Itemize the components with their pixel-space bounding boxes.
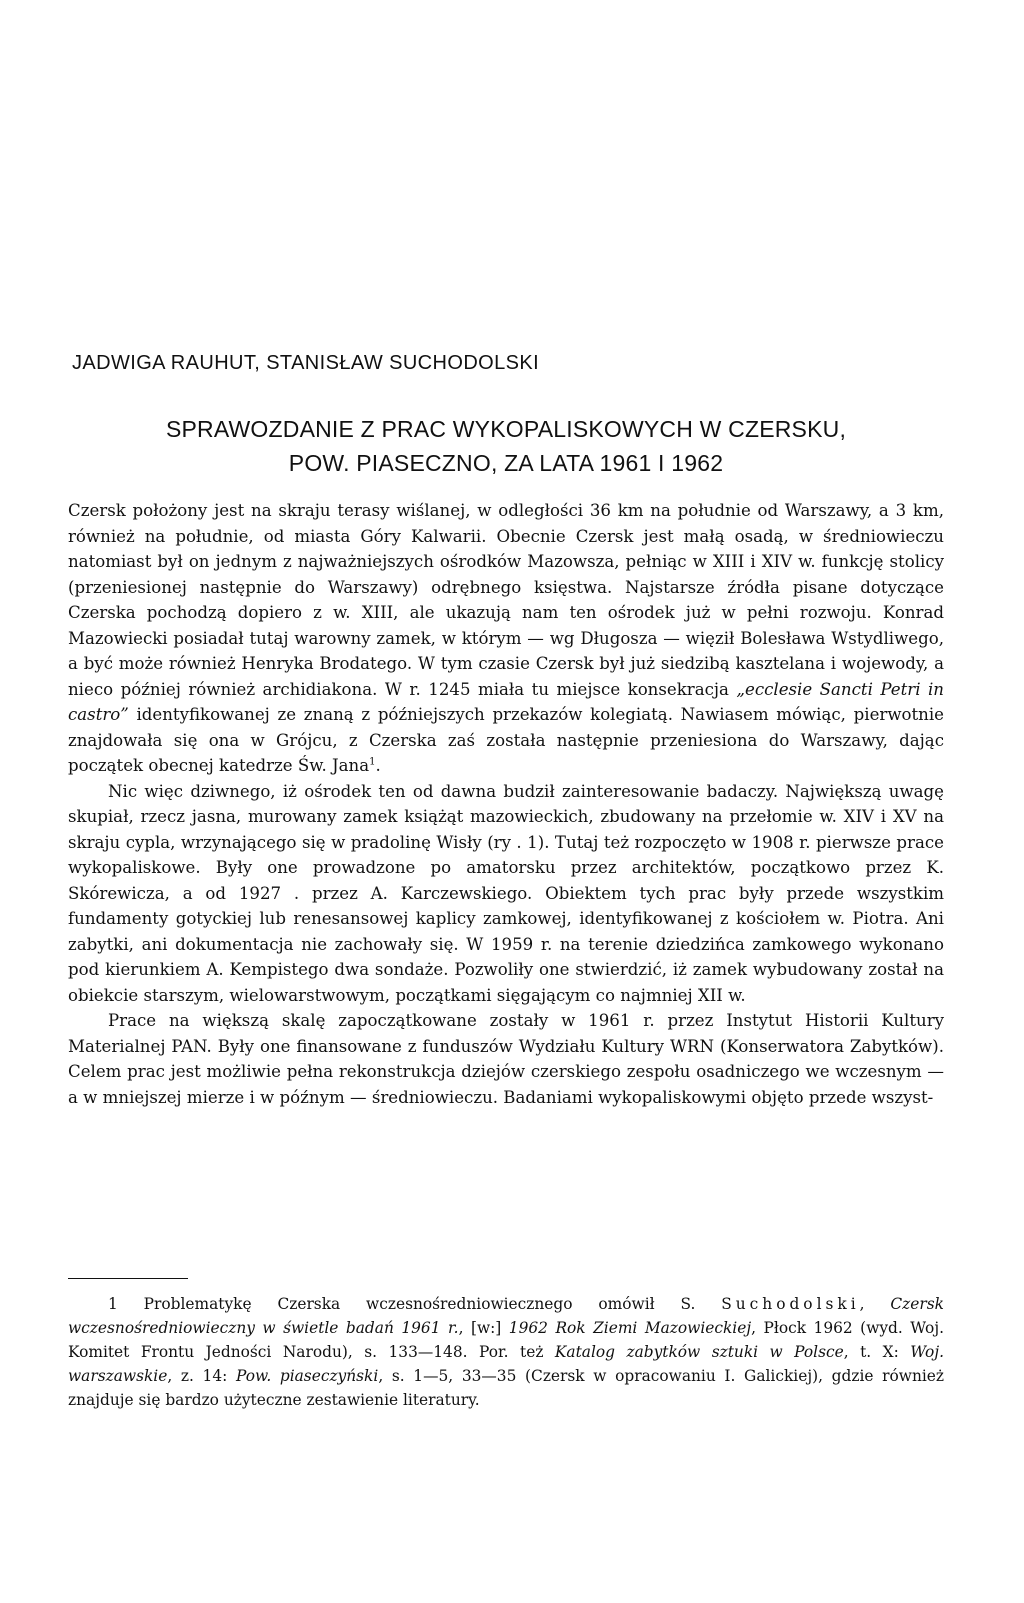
article-title-line-2: POW. PIASECZNO, ZA LATA 1961 I 1962 (288, 450, 724, 476)
article-title (68, 412, 944, 480)
footnote-text: , [w:] (458, 1319, 509, 1337)
paragraph-1-text-continued: identyfikowanej ze znaną z późniejszych przekazów kolegiatą. Nawiasem mówiąc, pierwotnie znajdowała się ona w Grójcu, z Czerska zaś została następnie przeniesiona do Warszawy, dając początek obecnej katedrze Św. Jana (68, 705, 944, 775)
footnote-cited-title: Czersk wczesnośredniowieczny w świetle badań 1961 r. (68, 1295, 944, 1337)
footnote-author: Suchodolski (721, 1295, 860, 1313)
paragraph-1-latin-quote: „ecclesie Sancti Petri in castro” (68, 679, 944, 724)
footnote (68, 1292, 944, 1412)
footnote-text: , t. X: (843, 1343, 911, 1361)
footnote-cited-title: Pow. piaseczyński (235, 1367, 379, 1385)
paragraph-2: Nic więc dziwnego, iż ośrodek ten od dawna budził zainteresowanie badaczy. Największą uwagę skupiał, rzecz jasna, murowany zamek książąt mazowieckich, zbudowany na przełomie w. XIV i XV na skraju cypla, wrzynającego się w pradolinę Wisły (ry . 1). Tutaj też rozpoczęto w 1908 r. pierwsze prace wykopaliskowe. Były one prowadzone po amatorsku przez architektów, początkowo przez K. Skórewicza, a od 1927 . przez A. Karczewskiego. Obiektem tych prac były przede wszystkim fundamenty gotyckiej lub renesansowej kaplicy zamkowej, identyfikowanej z kościołem w. Piotra. Ani zabytki, ani dokumentacja nie zachowały się. W 1959 r. na terenie dziedzińca zamkowego wykonano pod kierunkiem A. Kempistego dwa sondaże. Pozwoliły one stwierdzić, iż zamek wybudowany został na obiekcie starszym, wielowarstwowym, początkami sięgającym co najmniej XII w. (68, 781, 944, 1005)
paragraph-1-end: . (375, 756, 381, 775)
footnote-separator (68, 1278, 188, 1279)
footnote-text: , Płock 1962 (wyd. Woj. Komitet Frontu Jedności Narodu), s. 133—148. Por. też (68, 1319, 944, 1361)
article-title-line-1: SPRAWOZDANIE Z PRAC WYKOPALISKOWYCH W CZERSKU, (165, 416, 847, 442)
footnote-reference: 1 (369, 756, 376, 768)
footnote-text: Problematykę Czerska wczesnośredniowiecznego omówił S. (117, 1295, 722, 1313)
paragraph-1 (68, 498, 944, 779)
footnote-text: , (859, 1295, 891, 1313)
paragraph-3: Prace na większą skalę zapoczątkowane zostały w 1961 r. przez Instytut Historii Kultury Materialnej PAN. Były one finansowane z funduszów Wydziału Kultury WRN (Konserwatora Zabytków). Celem prac jest możliwie pełna rekonstrukcja dziejów czerskiego zespołu osadniczego we wczesnym — a w mniejszej mierze i w późnym — średniowieczu. Badaniami wykopaliskowymi objęto przede wszyst- (68, 1011, 944, 1107)
paragraph-1-text: Czersk położony jest na skraju terasy wiślanej, w odległości 36 km na południe od Warszawy, a 3 km, również na południe, od miasta Góry Kalwarii. Obecnie Czersk jest małą osadą, w średniowieczu natomiast był on jednym z najważniejszych ośrodków Mazowsza, pełniąc w XIII i XIV w. funkcję stolicy (przeniesionej następnie do Warszawy) odrębnego księstwa. Najstarsze źródła pisane dotyczące Czerska pochodzą dopiero z w. XIII, ale ukazują nam ten ośrodek już w pełni rozwoju. Konrad Mazowiecki posiadał tutaj warowny zamek, w którym — wg Długosza — więził Bolesława Wstydliwego, a być może również Henryka Brodatego. W tym czasie Czersk był już siedzibą kasztelana i wojewody, a nieco później również archidiakona. W r. 1245 miała tu miejsce konsekracja (68, 501, 944, 699)
footnote-cited-title: 1962 Rok Ziemi Mazowieckiej (508, 1319, 752, 1337)
article-authors: JADWIGA RAUHUT, STANISŁAW SUCHODOLSKI (72, 352, 540, 374)
footnote-marker: 1 (108, 1295, 118, 1313)
footnote-cited-title: Woj. warszawskie (68, 1343, 944, 1385)
footnote-text: , z. 14: (167, 1367, 236, 1385)
footnote-text: , s. 1—5, 33—35 (Czersk w opracowaniu I. Galickiej), gdzie również znajduje się bardzo użyteczne zestawienie literatury. (68, 1367, 944, 1409)
article-body (68, 498, 944, 1110)
footnote-cited-title: Katalog zabytków sztuki w Polsce (554, 1343, 844, 1361)
document-page (68, 0, 944, 1603)
